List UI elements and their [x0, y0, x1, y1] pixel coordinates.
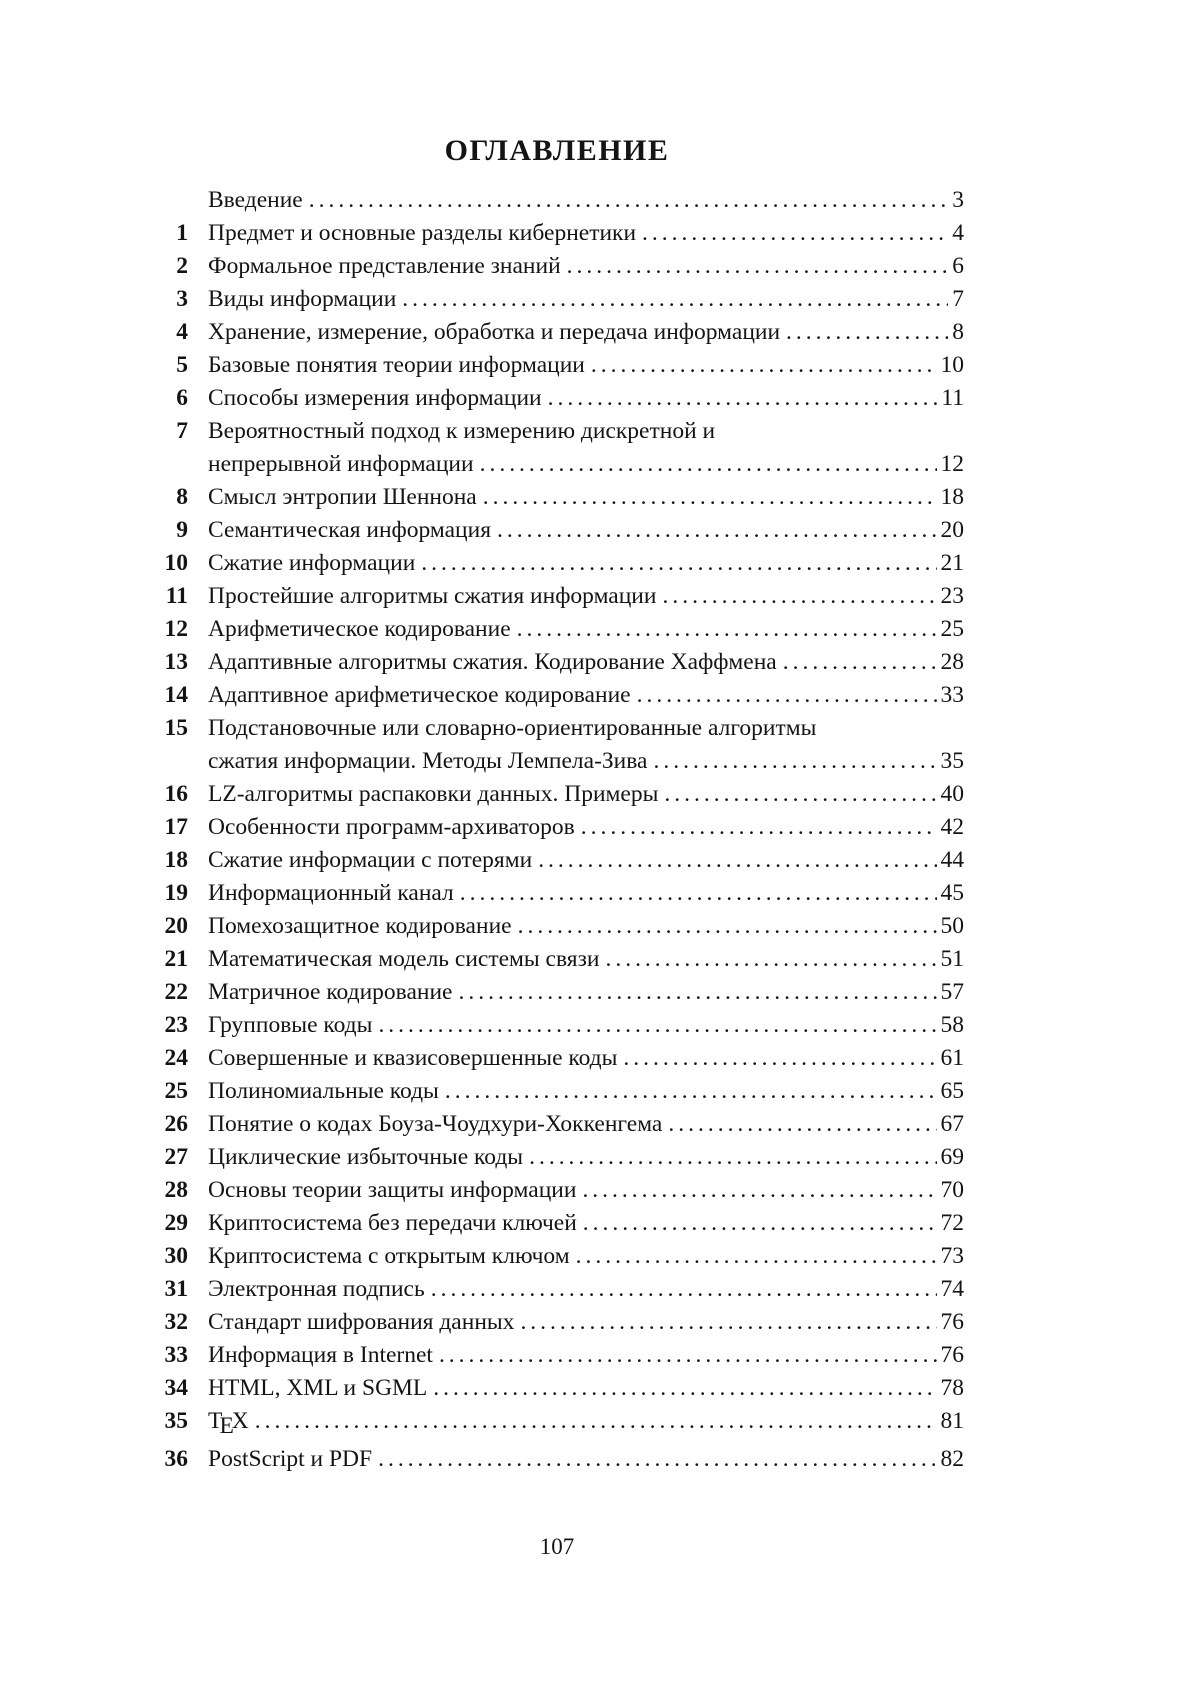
dot-leader [783, 646, 937, 679]
toc-entry-number: 14 [164, 682, 188, 708]
dot-leader [421, 547, 936, 580]
toc-entry-line [150, 1009, 964, 1042]
toc-entry-line [150, 580, 964, 613]
toc-entry-page: 25 [940, 616, 964, 642]
toc-entry-line [150, 448, 964, 481]
toc-entry-number: 29 [164, 1210, 188, 1236]
toc-entry-title: Основы теории защиты информации [208, 1177, 577, 1203]
toc-entry-number: 13 [164, 649, 188, 675]
toc-entry-number: 12 [164, 616, 188, 642]
toc-entry-title: Информация в Internet [208, 1342, 433, 1368]
toc-entry-line [150, 514, 964, 547]
dot-leader [458, 976, 936, 1009]
toc-entry-number: 7 [176, 418, 188, 444]
toc-entry-page: 45 [940, 880, 964, 906]
toc-entry-line [150, 1306, 964, 1339]
dot-leader [480, 448, 937, 481]
dot-leader [567, 250, 949, 283]
toc-entry-title: Вероятностный подход к измерению дискретной и [208, 418, 716, 444]
toc-entry-line [150, 1372, 964, 1405]
dot-leader [637, 679, 937, 712]
toc-entry-title: Формальное представление знаний [208, 253, 561, 279]
toc-entry-title: Сжатие информации с потерями [208, 847, 533, 873]
dot-leader [518, 910, 937, 943]
dot-leader [576, 1240, 937, 1273]
toc-entry-number: 32 [164, 1309, 188, 1335]
toc-entry-page: 42 [940, 814, 964, 840]
toc-entry-line [150, 547, 964, 580]
toc-entry-title: сжатия информации. Методы Лемпела-Зива [208, 748, 648, 774]
toc-entry-title: Криптосистема с открытым ключом [208, 1243, 570, 1269]
dot-leader [378, 1443, 936, 1476]
toc-entry-title: Смысл энтропии Шеннона [208, 484, 477, 510]
toc-entry-title: Хранение, измерение, обработка и передача информации [208, 319, 781, 345]
toc-entry-title: Полиномиальные коды [208, 1078, 439, 1104]
toc-entry-line [150, 877, 964, 910]
dot-leader [664, 778, 936, 811]
toc-entry-title: Понятие о кодах Боуза-Чоудхури-Хоккенгема [208, 1111, 663, 1137]
toc-entry-page: 73 [940, 1243, 964, 1269]
toc-entry-page: 40 [940, 781, 964, 807]
page-title: ОГЛАВЛЕНИЕ [444, 134, 670, 167]
toc-entry-page: 21 [940, 550, 964, 576]
toc-entry-number: 2 [176, 253, 188, 279]
toc-entry-number: 33 [164, 1342, 188, 1368]
toc-entry-line [150, 1075, 964, 1108]
toc-entry-line [150, 415, 964, 448]
toc-entry-line [150, 910, 964, 943]
toc-entry-line [150, 976, 964, 1009]
toc-entry-line [150, 349, 964, 382]
toc-entry-number: 26 [164, 1111, 188, 1137]
toc-entry-page: 65 [940, 1078, 964, 1104]
toc-entry-number: 16 [164, 781, 188, 807]
dot-leader [520, 1306, 936, 1339]
toc-entry-title: LZ-алгоритмы распаковки данных. Примеры [208, 781, 659, 807]
tex-logo-e: E [219, 1413, 234, 1440]
toc-entry-number: 21 [164, 946, 188, 972]
toc-entry-page: 76 [940, 1309, 964, 1335]
dot-leader [605, 943, 936, 976]
dot-leader [439, 1339, 937, 1372]
dot-leader [517, 613, 937, 646]
toc-entry-line [150, 1240, 964, 1273]
dot-leader [642, 217, 948, 250]
toc-entry-line [150, 1174, 964, 1207]
toc-entry-line [150, 943, 964, 976]
toc-entry-page: 3 [952, 187, 964, 213]
toc-entry-title: TEX [208, 1408, 249, 1440]
toc-entry-number: 18 [164, 847, 188, 873]
toc-entry-page: 70 [940, 1177, 964, 1203]
toc-entry-page: 4 [952, 220, 964, 246]
toc-entry-title: Информационный канал [208, 880, 454, 906]
toc-entry-number: 34 [164, 1375, 188, 1401]
toc-entry-line [150, 250, 964, 283]
toc-entry-number: 9 [176, 517, 188, 543]
toc-entry-line [150, 844, 964, 877]
toc-entry-page: 12 [940, 451, 964, 477]
dot-leader [483, 481, 937, 514]
toc-entry-page: 7 [952, 286, 964, 312]
dot-leader [583, 1207, 937, 1240]
toc-entry-number: 17 [164, 814, 188, 840]
dot-leader [431, 1273, 937, 1306]
toc-entry-number: 31 [164, 1276, 188, 1302]
dot-leader [497, 514, 936, 547]
dot-leader [255, 1405, 937, 1438]
toc-entry-title: Предмет и основные разделы кибернетики [208, 220, 637, 246]
toc-entry-number: 30 [164, 1243, 188, 1269]
toc-entry-page: 28 [940, 649, 964, 675]
toc-entry-line [150, 613, 964, 646]
dot-leader [460, 877, 937, 910]
toc-entry-title: Адаптивное арифметическое кодирование [208, 682, 631, 708]
toc-entry-number: 23 [164, 1012, 188, 1038]
toc-entry-title: непрерывной информации [208, 451, 474, 477]
dot-leader [402, 283, 948, 316]
toc-entry-title: Введение [208, 187, 303, 213]
toc-entry-page: 74 [940, 1276, 964, 1302]
dot-leader [581, 811, 937, 844]
toc-entry-number: 27 [164, 1144, 188, 1170]
toc-entry-number: 36 [164, 1446, 188, 1473]
toc-entry-title: PostScript и PDF [208, 1446, 373, 1473]
toc-entry-number: 20 [164, 913, 188, 939]
toc-entry-title: Помехозащитное кодирование [208, 913, 512, 939]
toc-entry-number: 8 [176, 484, 188, 510]
toc-entry-line [150, 1405, 964, 1443]
toc-entry-page: 51 [940, 946, 964, 972]
toc-entry-page: 78 [940, 1375, 964, 1401]
toc-entry-title: Базовые понятия теории информации [208, 352, 585, 378]
toc-entry-line [150, 712, 964, 745]
toc-entry-number: 10 [164, 550, 188, 576]
toc-entry-page: 58 [940, 1012, 964, 1038]
toc-entry-page: 44 [940, 847, 964, 873]
toc-entry-page: 18 [940, 484, 964, 510]
toc-entry-number: 1 [176, 220, 188, 246]
dot-leader [668, 1108, 936, 1141]
dot-leader [309, 184, 949, 217]
toc-entry-number: 35 [164, 1408, 188, 1434]
toc-entry-page: 72 [940, 1210, 964, 1236]
toc-entry-title: Матричное кодирование [208, 979, 453, 1005]
toc-entry-number: 15 [164, 715, 188, 741]
toc-entry-number: 28 [164, 1177, 188, 1203]
toc-entry-page: 33 [940, 682, 964, 708]
toc-entry-line [150, 1141, 964, 1174]
toc-entry-number: 11 [165, 583, 188, 609]
toc-entry-line [150, 217, 964, 250]
toc-entry-page: 50 [940, 913, 964, 939]
toc-entry-page: 81 [940, 1408, 964, 1434]
toc-entry-line [150, 811, 964, 844]
toc-entry-line [150, 1339, 964, 1372]
toc-entry-title: Особенности программ-архиваторов [208, 814, 575, 840]
toc-entry-line [150, 778, 964, 811]
toc-entry-page: 20 [940, 517, 964, 543]
toc-entry-title: Подстановочные или словарно-ориентированные алгоритмы [208, 715, 817, 741]
toc-entry-title: HTML, XML и SGML [208, 1375, 428, 1401]
dot-leader [591, 349, 937, 382]
toc-entry-line [150, 1108, 964, 1141]
toc-entry-number: 19 [164, 880, 188, 906]
toc-entry-number: 6 [176, 385, 188, 411]
dot-leader [548, 382, 938, 415]
toc-entry-line [150, 745, 964, 778]
page-number-footer: 107 [539, 1534, 575, 1559]
toc-entry-number: 25 [164, 1078, 188, 1104]
toc-entry-title: Адаптивные алгоритмы сжатия. Кодирование Хаффмена [208, 649, 777, 675]
toc-entry-line [150, 184, 964, 217]
dot-leader [445, 1075, 937, 1108]
toc-entry-title: Простейшие алгоритмы сжатия информации [208, 583, 657, 609]
toc-entry-page: 61 [940, 1045, 964, 1071]
toc-entry-number: 3 [176, 286, 188, 312]
toc-entry-line [150, 646, 964, 679]
toc-content [150, 132, 964, 1476]
toc-entry-title: Циклические избыточные коды [208, 1144, 524, 1170]
toc-entry-line [150, 316, 964, 349]
toc-entry-page: 8 [952, 319, 964, 345]
toc-entry-title: Способы измерения информации [208, 385, 542, 411]
dot-leader [582, 1174, 936, 1207]
toc-entry-line [150, 1207, 964, 1240]
toc-entry-title: Сжатие информации [208, 550, 416, 576]
dot-leader [433, 1372, 936, 1405]
dot-leader [662, 580, 936, 613]
dot-leader [529, 1141, 936, 1174]
toc-entry-title: Электронная подпись [208, 1276, 425, 1302]
toc-list [150, 184, 964, 1476]
toc-entry-number: 4 [176, 319, 188, 345]
dot-leader [378, 1009, 936, 1042]
toc-entry-number: 22 [164, 979, 188, 1005]
toc-entry-page: 57 [940, 979, 964, 1005]
toc-entry-title: Стандарт шифрования данных [208, 1309, 515, 1335]
toc-entry-title: Криптосистема без передачи ключей [208, 1210, 577, 1236]
toc-entry-page: 23 [940, 583, 964, 609]
toc-entry-title: Виды информации [208, 286, 397, 312]
toc-entry-title: Групповые коды [208, 1012, 373, 1038]
toc-entry-page: 10 [940, 352, 964, 378]
toc-entry-line [150, 1443, 964, 1476]
toc-entry-line [150, 679, 964, 712]
toc-entry-page: 82 [940, 1446, 964, 1473]
toc-entry-line [150, 1273, 964, 1306]
dot-leader [538, 844, 936, 877]
dot-leader [623, 1042, 936, 1075]
toc-entry-line [150, 283, 964, 316]
dot-leader [653, 745, 936, 778]
toc-entry-line [150, 481, 964, 514]
toc-entry-title: Математическая модель системы связи [208, 946, 600, 972]
toc-entry-title: Арифметическое кодирование [208, 616, 511, 642]
toc-entry-page: 11 [941, 385, 964, 411]
toc-entry-page: 69 [940, 1144, 964, 1170]
toc-entry-page: 6 [952, 253, 964, 279]
toc-entry-title: Семантическая информация [208, 517, 492, 543]
toc-entry-number: 24 [164, 1045, 188, 1071]
toc-entry-page: 76 [940, 1342, 964, 1368]
toc-entry-line [150, 382, 964, 415]
toc-entry-number: 5 [176, 352, 188, 378]
toc-entry-page: 67 [940, 1111, 964, 1137]
toc-entry-page: 35 [940, 748, 964, 774]
toc-entry-line [150, 1042, 964, 1075]
toc-entry-title: Совершенные и квазисовершенные коды [208, 1045, 618, 1071]
dot-leader [786, 316, 948, 349]
